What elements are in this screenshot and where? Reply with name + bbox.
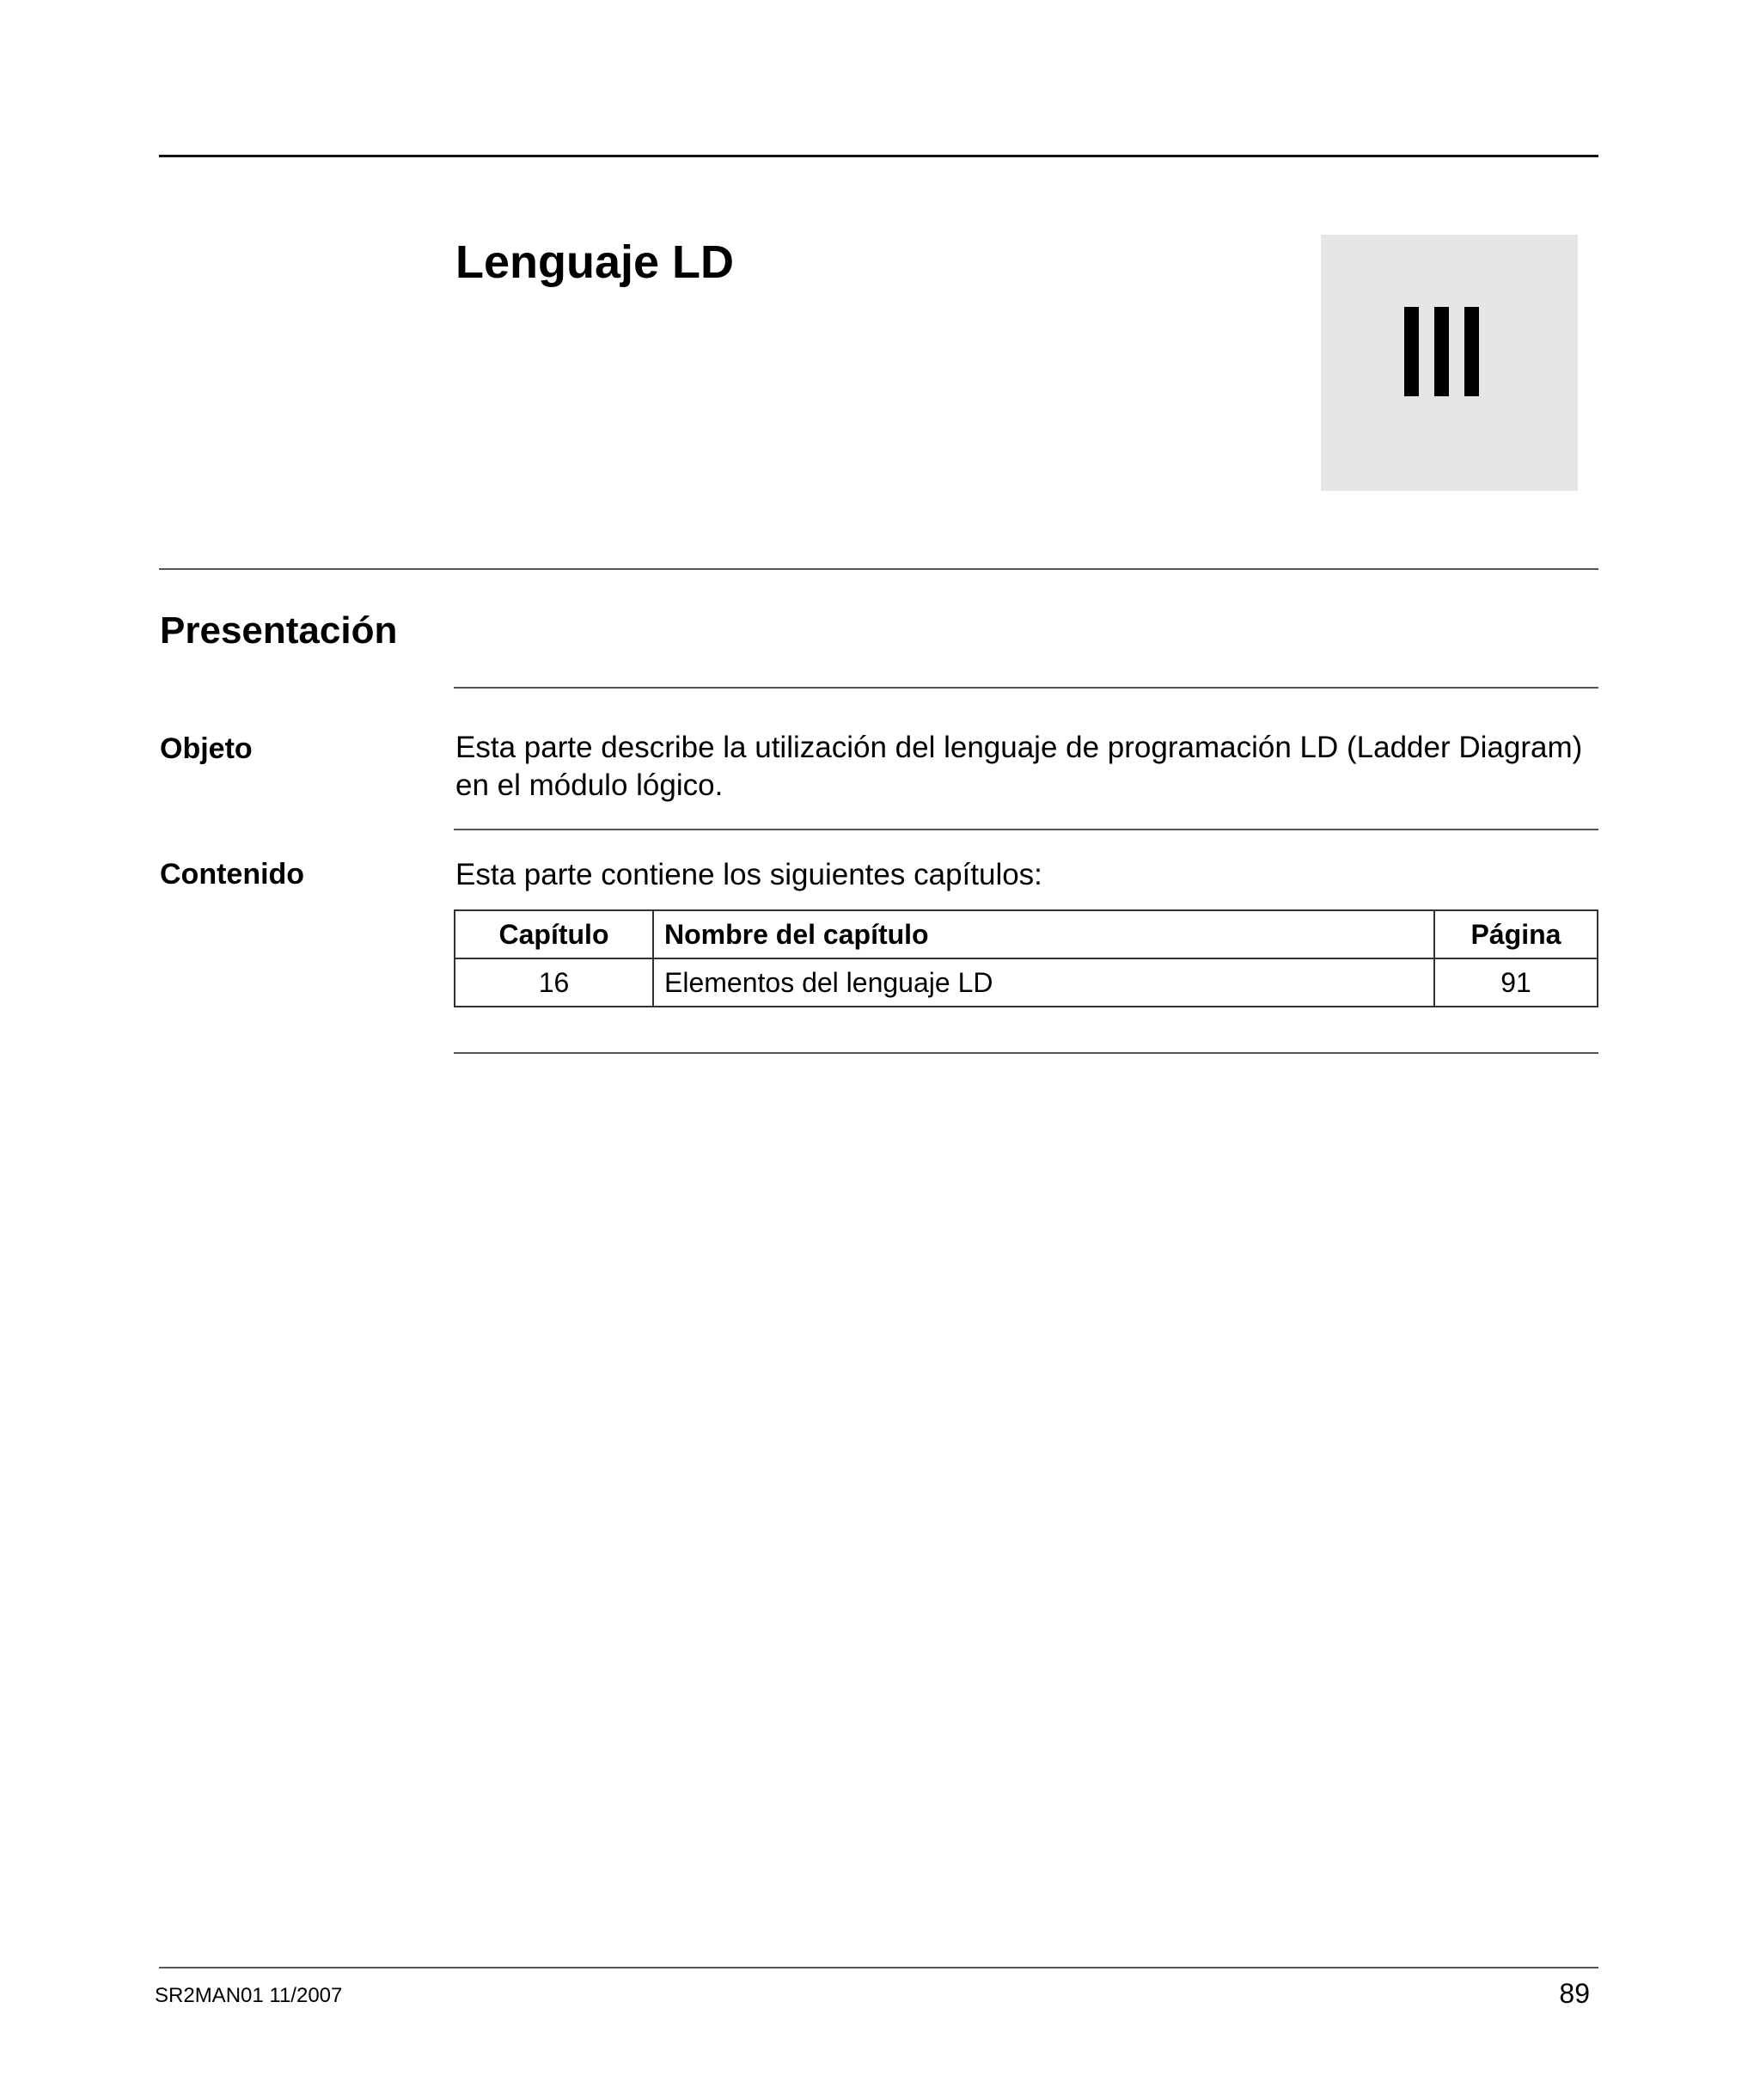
part-numeral-icon — [1404, 307, 1479, 396]
objeto-label: Objeto — [160, 732, 253, 765]
contenido-text: Esta parte contiene los siguientes capítulos: — [455, 858, 1042, 891]
chapter-name-cell: Elementos del lenguaje LD — [653, 958, 1434, 1007]
chapter-page-cell: 91 — [1434, 958, 1598, 1007]
numeral-stroke — [1464, 307, 1479, 396]
document-reference: SR2MAN01 11/2007 — [155, 1984, 343, 2007]
objeto-text: Esta parte describe la utilización del lenguaje de programación LD (Ladder Diagram) en el módulo lógico. — [455, 731, 1583, 802]
contenido-label: Contenido — [160, 858, 305, 891]
numeral-stroke — [1434, 307, 1449, 396]
row-divider — [454, 687, 1598, 689]
table-row — [455, 958, 1598, 1007]
page-number: 89 — [1559, 1978, 1590, 2009]
table-header-row — [455, 910, 1598, 958]
footer-rule — [159, 1967, 1598, 1968]
column-header-chapter-name: Nombre del capítulo — [653, 910, 1434, 958]
chapters-table — [454, 909, 1598, 1007]
row-divider — [454, 1052, 1598, 1054]
top-rule — [159, 155, 1598, 157]
section-title: Presentación — [160, 609, 398, 652]
part-title: Lenguaje LD — [455, 236, 735, 288]
chapter-number-cell: 16 — [455, 958, 653, 1007]
column-header-chapter: Capítulo — [455, 910, 653, 958]
column-header-page: Página — [1434, 910, 1598, 958]
row-divider — [454, 829, 1598, 830]
section-rule — [159, 568, 1598, 570]
numeral-stroke — [1404, 307, 1419, 396]
